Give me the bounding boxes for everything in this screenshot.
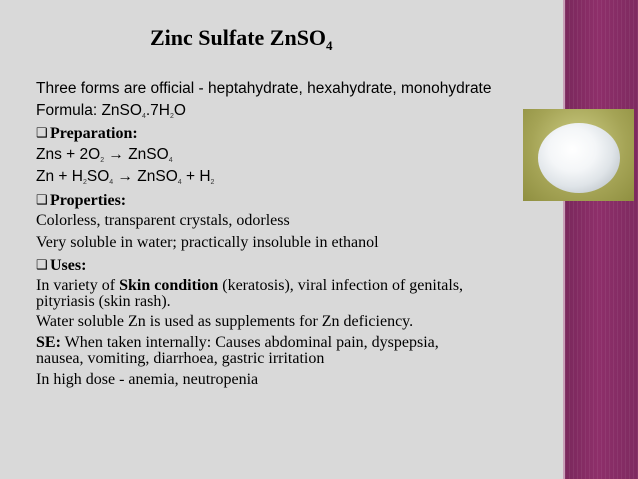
formula-line: Formula: $ZnSO_4.7H_2O$ bbox=[36, 102, 186, 120]
forms-line: Three forms are official - heptahydrate, hexahydrate, monohydrate bbox=[36, 80, 492, 97]
zinc-sulfate-powder-photo bbox=[523, 109, 634, 201]
hollow-square-bullet-icon: ❑ bbox=[36, 192, 48, 207]
properties-line-1: Colorless, transparent crystals, odorless bbox=[36, 212, 290, 229]
preparation-equation-2: $Zn + H_2SO_4$ → ZnSO$_4$ + $H_2$ bbox=[36, 168, 215, 186]
side-effects-line-2: nausea, vomiting, diarrhoea, gastric irritation bbox=[36, 350, 325, 367]
side-effects-line: SE: When taken internally: Causes abdominal pain, dyspepsia, bbox=[36, 334, 439, 351]
hollow-square-bullet-icon: ❑ bbox=[36, 125, 48, 140]
high-dose-line: In high dose - anemia, neutropenia bbox=[36, 371, 259, 388]
properties-heading: ❑ Properties: bbox=[36, 192, 127, 209]
uses-line-3: Water soluble Zn is used as supplements for Zn deficiency. bbox=[36, 313, 414, 330]
properties-line-2: Very soluble in water; practically insoluble in ethanol bbox=[36, 234, 379, 251]
preparation-equation-1: Zns + $2O_2$ → ZnSO$_4$ bbox=[36, 146, 173, 164]
uses-line-2: pityriasis (skin rash). bbox=[36, 293, 171, 310]
preparation-heading: ❑ Preparation: bbox=[36, 125, 138, 142]
powder-mound bbox=[538, 123, 620, 193]
hollow-square-bullet-icon: ❑ bbox=[36, 257, 48, 272]
slide-title: Zinc Sulfate ZnSO$_4$ bbox=[150, 25, 333, 53]
decorative-side-band bbox=[563, 0, 638, 479]
uses-line-1: In variety of Skin condition (keratosis), viral infection of genitals, bbox=[36, 277, 464, 294]
uses-heading: ❑ Uses: bbox=[36, 257, 87, 274]
